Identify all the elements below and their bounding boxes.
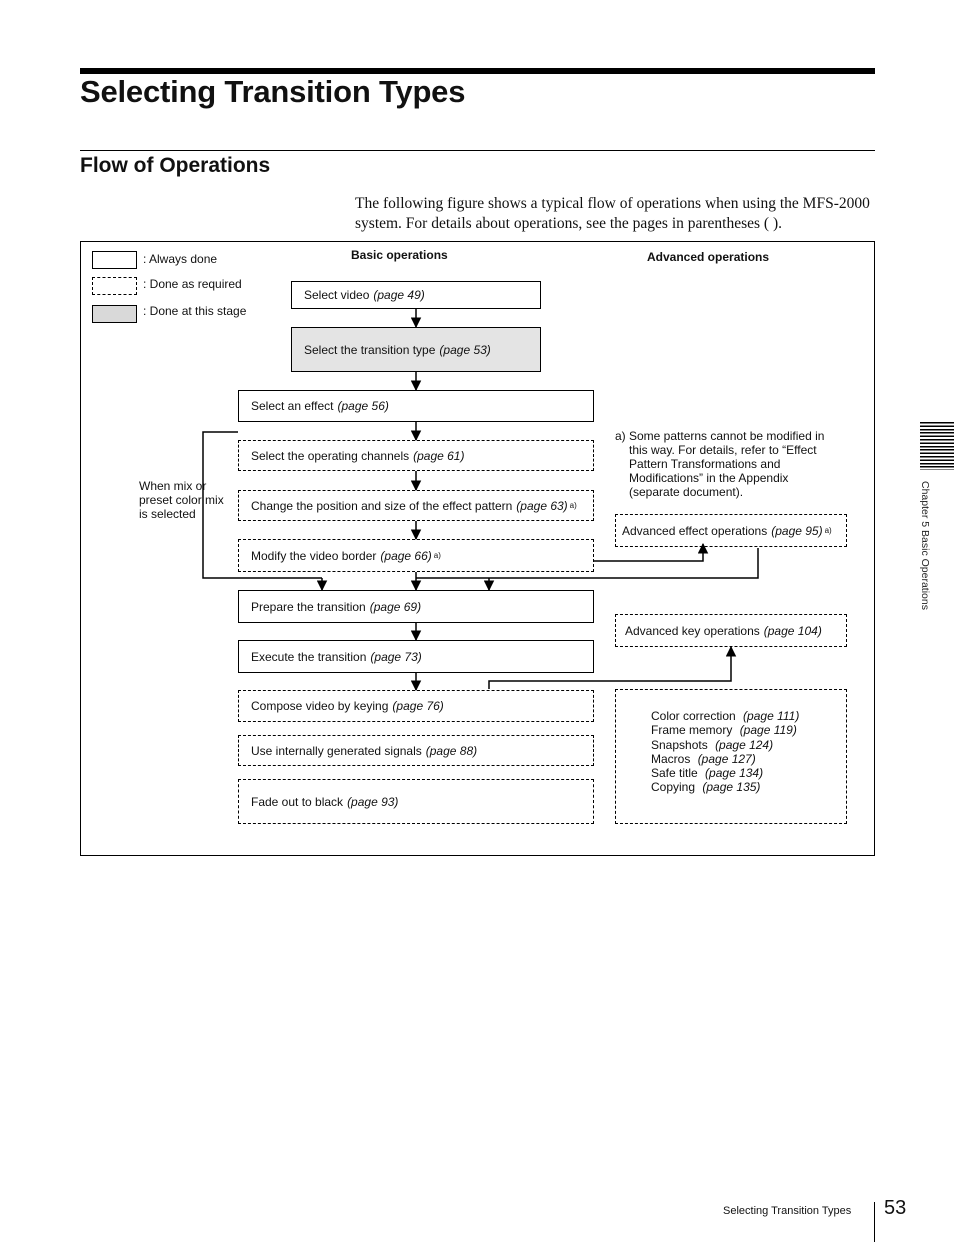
step-select-video xyxy=(291,281,541,309)
flow-diagram xyxy=(80,241,875,856)
misc-item xyxy=(651,723,799,737)
step-select-operating-channels xyxy=(238,440,594,471)
legend-swatch-solid xyxy=(92,251,137,269)
mix-note xyxy=(139,479,224,521)
step-change-effect-pattern xyxy=(238,490,594,521)
step-page-ref: (page 56) xyxy=(337,399,389,413)
footnote-a xyxy=(615,429,855,499)
misc-operations-box xyxy=(615,689,847,824)
section-heading: Flow of Operations xyxy=(80,154,271,177)
footnote-text xyxy=(629,429,855,499)
step-text: Select an effect xyxy=(251,399,334,413)
step-page-ref: (page 76) xyxy=(392,699,444,713)
footnote-marker: a) xyxy=(824,526,832,535)
intro-paragraph: The following figure shows a typical flow of operations when using the MFS-2000 system. For details about operations, see the pages in parentheses ( ). xyxy=(355,195,870,232)
step-text: Execute the transition xyxy=(251,649,367,664)
legend-always-label: : Always done xyxy=(143,252,218,266)
misc-item-text: Snapshots xyxy=(651,737,708,752)
footnote-line: Some patterns cannot be modified in xyxy=(629,429,825,443)
footnote-line: (separate document). xyxy=(629,485,744,499)
step-text: Select the operating channels xyxy=(251,448,410,463)
step-select-transition-type xyxy=(291,327,541,372)
misc-item xyxy=(651,780,799,794)
step-text: Select video xyxy=(304,288,370,302)
footnote-marker: a) xyxy=(433,551,441,560)
footnote-line: Modifications” in the Appendix xyxy=(629,471,789,485)
step-page-ref: (page 49) xyxy=(373,288,425,302)
misc-item-page: (page 135) xyxy=(702,780,761,795)
step-text: Advanced effect operations xyxy=(622,523,768,538)
misc-item xyxy=(651,738,799,752)
misc-item xyxy=(651,766,799,780)
mix-note-line: is selected xyxy=(139,507,196,521)
step-text: Prepare the transition xyxy=(251,599,366,614)
misc-item-text: Safe title xyxy=(651,766,698,781)
misc-item-page: (page 119) xyxy=(739,723,797,738)
misc-item-text: Copying xyxy=(651,780,696,795)
footnote-line: this way. For details, refer to “Effect xyxy=(629,443,817,457)
footnote-marker: a) xyxy=(569,501,577,510)
step-page-ref: (page 95) xyxy=(771,523,823,538)
step-text: Change the position and size of the effect pattern xyxy=(251,498,513,513)
misc-operations-list xyxy=(651,709,799,795)
legend-stage-label: : Done at this stage xyxy=(143,304,247,318)
step-text: Select the transition type xyxy=(304,342,436,357)
misc-item-page: (page 111) xyxy=(743,709,800,723)
footer-section-label: Selecting Transition Types xyxy=(723,1205,852,1217)
chapter-tab-label: Chapter 5 Basic Operations xyxy=(919,481,931,610)
page-number: 53 xyxy=(884,1197,907,1219)
chapter-tab-bars xyxy=(920,422,954,470)
misc-item xyxy=(651,752,799,766)
misc-item-page: (page 134) xyxy=(705,766,764,781)
section-rule xyxy=(80,150,875,151)
legend-swatch-dashed xyxy=(92,277,137,295)
misc-item-text: Frame memory xyxy=(651,723,733,738)
footnote-line: Pattern Transformations and xyxy=(629,457,781,471)
misc-item-text: Color correction xyxy=(651,709,736,723)
step-internal-signals xyxy=(238,735,594,766)
advanced-operations-header: Advanced operations xyxy=(647,250,770,264)
step-text: Fade out to black xyxy=(251,794,344,809)
step-modify-video-border xyxy=(238,539,594,572)
step-page-ref: (page 73) xyxy=(370,649,422,664)
step-text: Use internally generated signals xyxy=(251,743,422,758)
misc-item-page: (page 127) xyxy=(697,751,756,766)
advanced-effect-operations xyxy=(615,514,847,547)
basic-operations-header: Basic operations xyxy=(351,248,448,262)
misc-item-page: (page 124) xyxy=(715,737,774,752)
step-page-ref: (page 93) xyxy=(347,794,399,809)
misc-item xyxy=(651,709,799,723)
misc-item-text: Macros xyxy=(651,751,691,766)
step-page-ref: (page 63) xyxy=(516,498,568,513)
step-page-ref: (page 104) xyxy=(763,623,822,638)
page-title: Selecting Transition Types xyxy=(80,74,466,109)
step-page-ref: (page 88) xyxy=(425,743,478,758)
advanced-key-operations xyxy=(615,614,847,647)
step-page-ref: (page 53) xyxy=(439,342,491,357)
step-text: Advanced key operations xyxy=(625,623,760,638)
step-page-ref: (page 66) xyxy=(380,548,432,563)
legend-required-label: : Done as required xyxy=(143,277,242,291)
step-select-effect xyxy=(238,390,594,422)
step-fade-to-black xyxy=(238,779,594,824)
footer-divider xyxy=(874,1202,875,1242)
step-page-ref: (page 69) xyxy=(369,599,422,614)
step-text: Modify the video border xyxy=(251,548,377,563)
mix-note-line: preset color mix xyxy=(139,493,224,507)
step-execute-transition xyxy=(238,640,594,673)
step-compose-keying xyxy=(238,690,594,722)
mix-note-line: When mix or xyxy=(139,479,207,493)
legend-swatch-grey xyxy=(92,305,137,323)
step-prepare-transition xyxy=(238,590,594,623)
footnote-marker: a) xyxy=(615,429,626,443)
step-text: Compose video by keying xyxy=(251,699,389,713)
step-page-ref: (page 61) xyxy=(413,448,465,463)
